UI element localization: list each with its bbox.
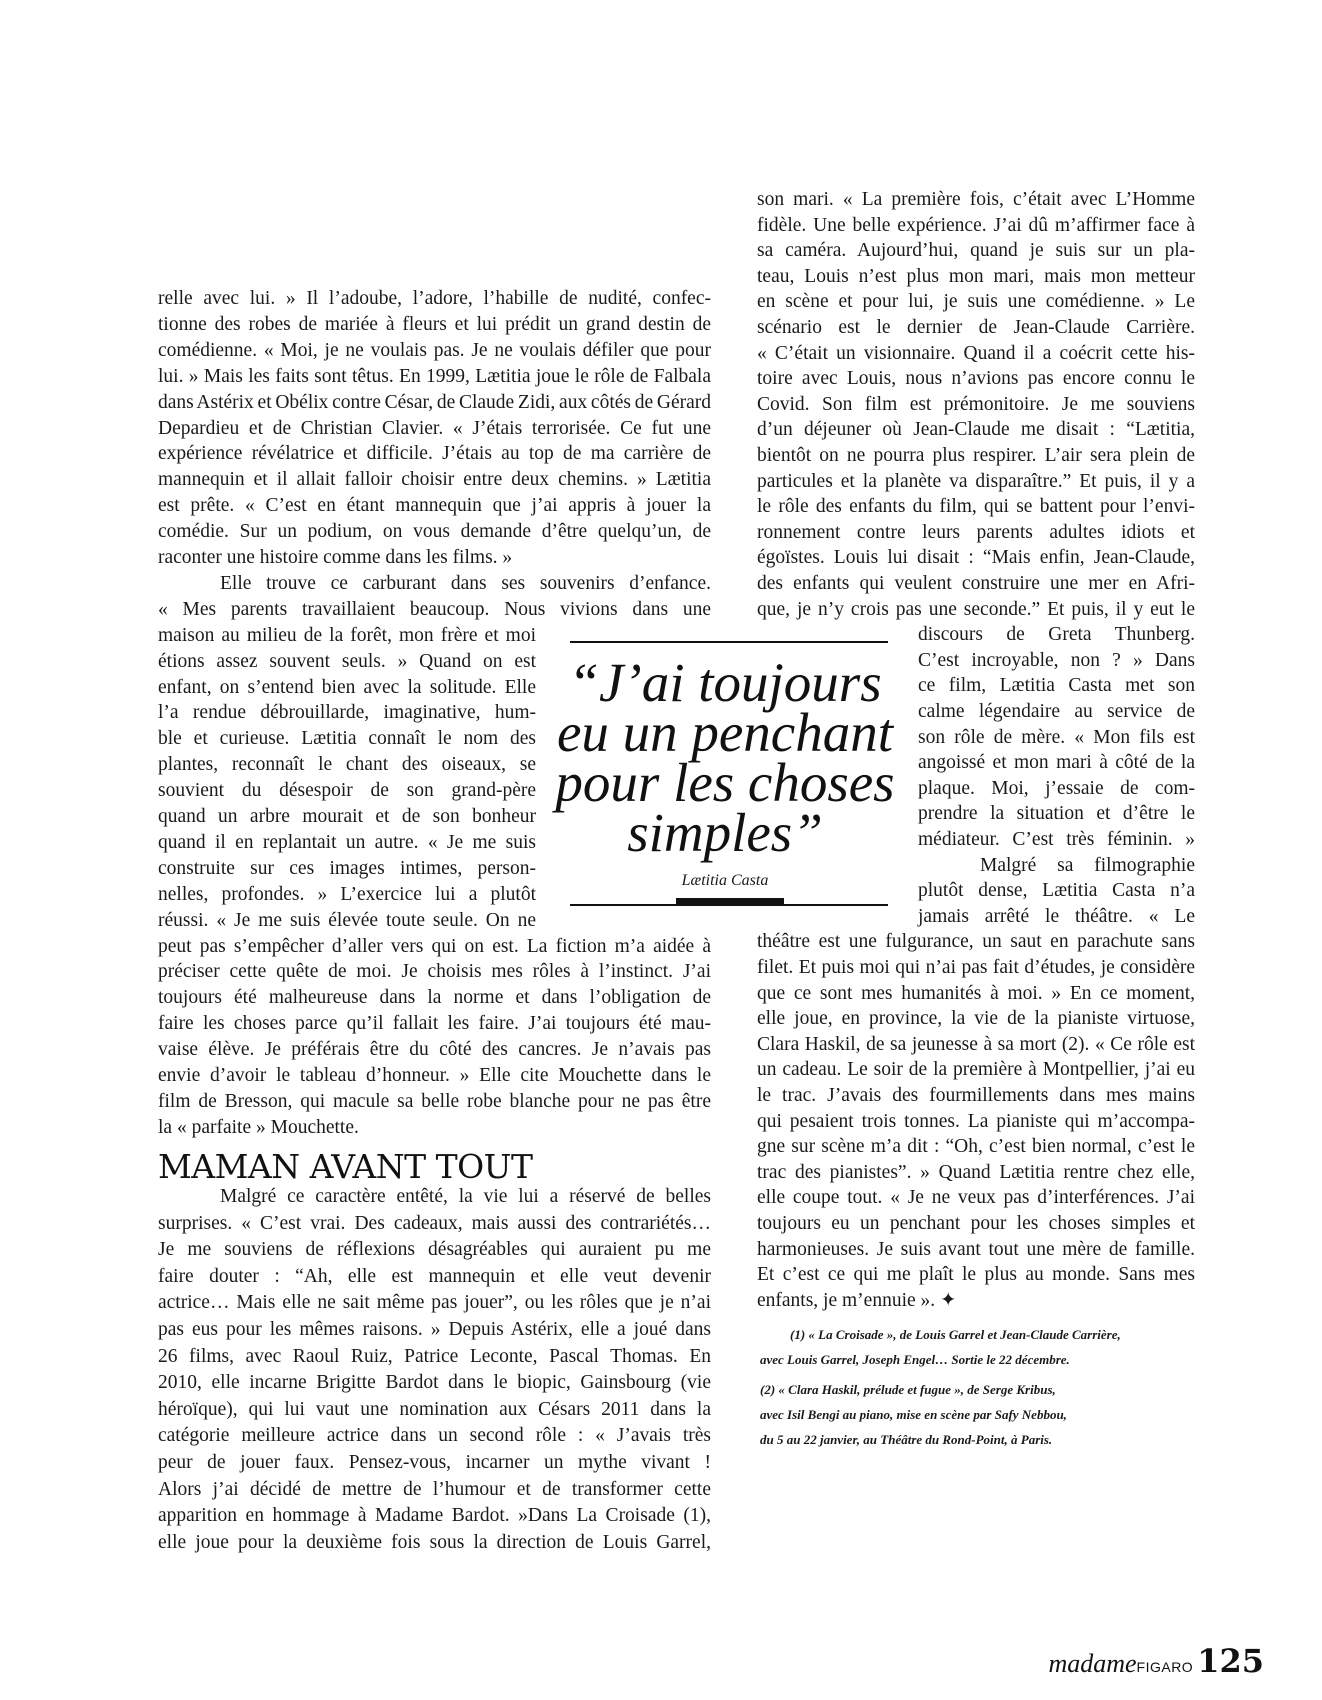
footnote-line: du 5 au 22 janvier, au Théâtre du Rond-Point, à Paris. [760, 1432, 1053, 1447]
pull-quote-bottom-bar [676, 898, 784, 906]
text-line: plantes, reconnaît le chant des oiseaux, se [158, 754, 536, 775]
text-line: étions assez souvent seuls. » Quand on est [158, 651, 536, 672]
text-line: toire avec Louis, nous n’avions pas encore connu le [757, 368, 1195, 389]
page-number: 125 [1197, 1642, 1264, 1680]
text-line: tionne des robes de mariée à fleurs et lui prédit un grand destin de [158, 314, 711, 335]
text-line: « C’était un visionnaire. Quand il a coécrit cette his- [757, 343, 1195, 364]
text-line: pas eus pour les mêmes raisons. » Depuis Astérix, elle a joué dans [158, 1319, 711, 1340]
text-line: fidèle. Une belle expérience. J’ai dû m’affirmer face à [757, 215, 1195, 236]
text-line: quand il en replantait un autre. « Je me suis [158, 832, 536, 853]
text-line: héroïque), qui lui vaut une nomination aux Césars 2011 dans la [158, 1399, 711, 1420]
text-line: lui. » Mais les faits sont têtus. En 1999, Lætitia joue le rôle de Falbala [158, 366, 711, 387]
text-line: construite sur ces images intimes, person- [158, 858, 536, 879]
pull-quote-line: pour les choses [555, 752, 895, 813]
text-line: surprises. « C’est vrai. Des cadeaux, mais aussi des contrariétés… [158, 1213, 711, 1234]
text-line: gne sur scène m’a dit : “Oh, c’est bien normal, c’est le [757, 1136, 1195, 1157]
text-line: C’est incroyable, non ? » Dans [918, 650, 1195, 671]
text-line: comédie. Sur un podium, on vous demande d’être quelqu’un, de [158, 521, 711, 542]
text-line: égoïstes. Louis lui disait : “Mais enfin, Jean-Claude, [757, 547, 1195, 568]
text-line: est prête. « C’est en étant mannequin que j’ai appris à jouer la [158, 495, 711, 516]
text-line: relle avec lui. » Il l’adoube, l’adore, l’habille de nudité, confec- [158, 288, 711, 309]
text-line: faire les choses parce qu’il fallait les faire. J’ai toujours été mau- [158, 1013, 711, 1034]
text-line: peut pas s’empêcher d’aller vers qui on est. La fiction m’a aidée à [158, 936, 711, 957]
text-line: trac des pianistes”. » Quand Lætitia rentre chez elle, [757, 1162, 1195, 1183]
text-line: des enfants qui veulent construire une mer en Afri- [757, 573, 1195, 594]
text-line: calme légendaire au service de [918, 701, 1195, 722]
text-line: film de Bresson, qui macule sa belle robe blanche pour ne pas être [158, 1091, 711, 1112]
text-line: teau, Louis n’est plus mon mari, mais mon metteur [757, 266, 1195, 287]
text-line: comédienne. « Moi, je ne voulais pas. Je ne voulais défiler que pour [158, 340, 711, 361]
text-line: le rôle des enfants du film, qui se battent pour l’envi- [757, 496, 1195, 517]
footnote-line: (1) « La Croisade », de Louis Garrel et Jean-Claude Carrière, [790, 1327, 1121, 1342]
text-line: souvient du désespoir de son grand-père [158, 780, 536, 801]
page-folio [1048, 1642, 1264, 1680]
text-line: jamais arrêté le théâtre. « Le [918, 906, 1195, 927]
footnote-line: avec Louis Garrel, Joseph Engel… Sortie le 22 décembre. [760, 1352, 1070, 1367]
magazine-name: madame [1048, 1649, 1137, 1678]
text-line: Elle trouve ce carburant dans ses souvenirs d’enfance. [220, 573, 711, 594]
text-line: particules et la planète va disparaître.” Et puis, il y a [757, 471, 1195, 492]
pull-quote-line: eu un penchant [556, 702, 893, 763]
text-line: sa caméra. Aujourd’hui, quand je suis sur un pla- [757, 240, 1195, 261]
magazine-brand: FIGARO [1136, 1659, 1194, 1675]
text-line: envie d’avoir le tableau d’honneur. » Elle cite Mouchette dans le [158, 1065, 711, 1086]
text-line: ble et curieuse. Lætitia connaît le nom des [158, 728, 536, 749]
text-line: 2010, elle incarne Brigitte Bardot dans le biopic, Gainsbourg (vie [158, 1372, 711, 1393]
text-line: toujours eu un penchant pour les choses simples et [757, 1213, 1195, 1234]
text-line: son mari. « La première fois, c’était avec L’Homme [757, 189, 1195, 210]
text-line: plaque. Moi, j’essaie de com- [918, 778, 1195, 799]
pull-quote-credit: Lætitia Casta [681, 872, 769, 889]
text-line: réussi. « Je me suis élevée toute seule. On ne [158, 910, 536, 931]
text-line: d’un déjeuner où Jean-Claude me disait : “Lætitia, [757, 419, 1195, 440]
text-line: Clara Haskil, de sa jeunesse à sa mort (2). « Ce rôle est [757, 1034, 1195, 1055]
text-line: théâtre est une fulgurance, un saut en parachute sans [757, 931, 1195, 952]
text-line: enfant, on s’entend bien avec la solitude. Elle [158, 677, 536, 698]
pull-quote-line: “J’ai toujours [568, 652, 882, 713]
text-line: 26 films, avec Raoul Ruiz, Patrice Leconte, Pascal Thomas. En [158, 1346, 711, 1367]
text-line: qui pesaient trois tonnes. La pianiste qui m’accompa- [757, 1111, 1195, 1132]
text-line: en scène et pour lui, je suis une comédienne. » Le [757, 291, 1195, 312]
text-line: un cadeau. Le soir de la première à Montpellier, j’ai eu [757, 1059, 1195, 1080]
text-line: actrice… Mais elle ne sait même pas jouer”, ou les rôles que je n’ai [158, 1292, 711, 1313]
text-line: peur de jouer faux. Pensez-vous, incarner un mythe vivant ! [158, 1452, 711, 1473]
text-line: elle coupe tout. « Je ne veux pas d’interférences. J’ai [757, 1187, 1195, 1208]
footnote-line: avec Isil Bengi au piano, mise en scène par Safy Nebbou, [760, 1407, 1067, 1422]
text-line: dans Astérix et Obélix contre César, de Claude Zidi, aux côtés de Gérard [158, 392, 711, 413]
text-line: vaise élève. Je préférais être du côté des cancres. Je n’avais pas [158, 1039, 711, 1060]
text-line: Alors j’ai décidé de mettre de l’humour et de transformer cette [158, 1479, 711, 1500]
text-line: Je me souviens de réflexions désagréables qui auraient pu me [158, 1239, 711, 1260]
text-line: son rôle de mère. « Mon fils est [918, 727, 1195, 748]
text-line: filet. Et puis moi qui n’ai pas fait d’études, je considère [757, 957, 1195, 978]
text-line: maison au milieu de la forêt, mon frère et moi [158, 625, 536, 646]
text-line: Depardieu et de Christian Clavier. « J’étais terrorisée. Ce fut une [158, 418, 711, 439]
text-line: quand un arbre mourait et de son bonheur [158, 806, 536, 827]
text-line: harmonieuses. Je suis avant tout une mère de famille. [757, 1239, 1195, 1260]
text-line: mannequin et il allait falloir choisir entre deux chemins. » Lætitia [158, 469, 711, 490]
text-line: l’a rendue débrouillarde, imaginative, hum- [158, 702, 536, 723]
text-line: Et c’est ce qui me plaît le plus au monde. Sans mes [757, 1264, 1195, 1285]
text-line: le trac. J’avais des fourmillements dans mes mains [757, 1085, 1195, 1106]
text-line: scénario est le dernier de Jean-Claude Carrière. [757, 317, 1195, 338]
text-line: expérience révélatrice et difficile. J’étais au top de ma carrière de [158, 443, 711, 464]
text-line: toujours été malheureuse dans la norme et dans l’obligation de [158, 987, 711, 1008]
section-heading: MAMAN AVANT TOUT [158, 1147, 533, 1186]
text-line: bientôt on ne pourra plus respirer. L’air sera plein de [757, 445, 1195, 466]
text-line: médiateur. C’est très féminin. » [918, 829, 1195, 850]
pull-quote-line: simples” [627, 802, 823, 863]
text-line: ce film, Lætitia Casta met son [918, 675, 1195, 696]
text-line: Malgré sa filmographie [980, 855, 1195, 876]
text-line: enfants, je m’ennuie ». ✦ [757, 1290, 957, 1311]
footnote-line: (2) « Clara Haskil, prélude et fugue », de Serge Kribus, [760, 1382, 1056, 1397]
text-line: que ce sont mes humanités à moi. » En ce moment, [757, 983, 1195, 1004]
text-line: « Mes parents travaillaient beaucoup. Nous vivions dans une [158, 599, 711, 620]
text-line: plutôt dense, Lætitia Casta n’a [918, 880, 1195, 901]
text-line: raconter une histoire comme dans les films. » [158, 547, 513, 568]
text-line: apparition en hommage à Madame Bardot. »Dans La Croisade (1), [158, 1505, 711, 1526]
text-line: catégorie meilleure actrice dans un second rôle : « J’avais très [158, 1425, 711, 1446]
text-line: ronnement contre leurs parents adultes idiots et [757, 522, 1195, 543]
text-line: elle joue, en province, la vie de la pianiste virtuose, [757, 1008, 1195, 1029]
text-line: elle joue pour la deuxième fois sous la direction de Louis Garrel, [158, 1532, 711, 1553]
text-line: discours de Greta Thunberg. [918, 624, 1195, 645]
pull-quote-top-rule [570, 641, 888, 643]
text-line: que, je n’y crois pas une seconde.” Et puis, il y eut le [757, 599, 1195, 620]
text-line: prendre la situation et d’être le [918, 803, 1195, 824]
text-line: la « parfaite » Mouchette. [158, 1117, 359, 1138]
text-line: nelles, profondes. » L’exercice lui a plutôt [158, 884, 536, 905]
text-line: faire douter : “Ah, elle est mannequin et elle veut devenir [158, 1266, 711, 1287]
text-line: Malgré ce caractère entêté, la vie lui a réservé de belles [220, 1186, 711, 1207]
text-line: angoissé et mon mari à côté de la [918, 752, 1195, 773]
text-line: Covid. Son film est prémonitoire. Je me souviens [757, 394, 1195, 415]
text-line: préciser cette quête de moi. Je choisis mes rôles à l’instinct. J’ai [158, 961, 711, 982]
